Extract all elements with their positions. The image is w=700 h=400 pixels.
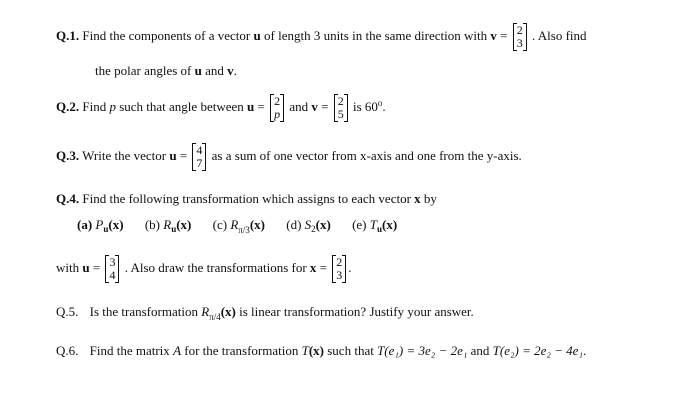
q1-text-a: Find the components of a vector xyxy=(82,27,251,43)
question-4-items xyxy=(77,218,397,235)
q1-text-c: . Also find xyxy=(531,27,587,43)
q4-item-d-sub: 2 xyxy=(311,224,316,234)
q2-u-bot: p xyxy=(274,107,281,121)
question-6 xyxy=(56,344,586,357)
q4-text-b: by xyxy=(423,191,437,206)
q4-item-a-fn: P xyxy=(95,217,104,232)
q3-eq: = xyxy=(179,147,188,163)
q4-item-b-fn: R xyxy=(163,217,172,232)
q4-vec-x: x xyxy=(414,191,421,206)
q6-text-b: for the transformation xyxy=(184,343,299,358)
q3-u-bot: 7 xyxy=(196,156,203,170)
q6-T: T xyxy=(301,343,309,358)
q6-eq1: T(e₁) = 3e₂ − 2e₁ xyxy=(377,343,468,358)
q4-item-e-arg: (x) xyxy=(382,217,398,232)
q4-u-matrix xyxy=(105,255,119,283)
q4-x-top: 2 xyxy=(336,255,343,269)
q2-text-a: Find xyxy=(82,98,107,114)
q6-arg: (x) xyxy=(308,343,324,358)
q1-eq: = xyxy=(500,27,508,43)
q4-item-d-label: (d) xyxy=(286,217,302,232)
q4-item-a xyxy=(77,217,127,232)
q1-v-bot: 3 xyxy=(516,36,523,50)
q1-v-top: 2 xyxy=(516,23,523,37)
q4-vec-u: u xyxy=(82,259,90,275)
q4-x-matrix xyxy=(332,255,346,283)
q4-item-d-fn: S xyxy=(304,217,312,232)
q2-eq: = xyxy=(257,98,265,114)
q5-sub: π/4 xyxy=(209,312,221,322)
q1-line2-a: the polar angles of xyxy=(95,63,192,78)
q2-dot: . xyxy=(382,98,386,114)
q3-label: Q.3. xyxy=(56,147,80,163)
q2-deg: o xyxy=(377,97,383,108)
q4-item-c-label: (c) xyxy=(212,217,228,232)
q1-line2-v: v xyxy=(227,63,234,78)
q6-and: and xyxy=(470,343,490,358)
q5-text-a: Is the transformation xyxy=(89,304,198,319)
q6-dot: . xyxy=(582,343,587,358)
q6-label: Q.6. xyxy=(56,343,79,358)
q2-label: Q.2. xyxy=(56,98,80,114)
q2-vec-v: v xyxy=(311,98,318,114)
question-4-line-3 xyxy=(56,255,352,283)
q1-v-matrix xyxy=(513,23,527,51)
q4-item-b xyxy=(145,217,195,232)
q4-item-e xyxy=(352,217,397,232)
q4-item-a-label: (a) xyxy=(77,217,93,232)
q5-text-b: is linear transformation? Justify your answer. xyxy=(239,304,474,319)
q4-x-bot: 3 xyxy=(336,268,343,282)
q4-item-b-label: (b) xyxy=(144,217,160,232)
q1-line2-u: u xyxy=(194,63,202,78)
q5-arg: (x) xyxy=(220,304,236,319)
question-1 xyxy=(56,23,587,51)
q4-item-d-arg: (x) xyxy=(315,217,331,232)
q2-v-matrix xyxy=(334,94,348,122)
question-1-line-2 xyxy=(95,64,237,77)
q4-item-c-sub: π/3 xyxy=(238,225,250,235)
question-4 xyxy=(56,192,437,205)
q3-u-matrix xyxy=(192,143,206,171)
q4-item-c-fn: R xyxy=(230,217,239,232)
q2-v-bot: 5 xyxy=(337,107,344,121)
q4-text-a: Find the following transformation which assigns to each vector xyxy=(82,191,411,206)
q4-label: Q.4. xyxy=(56,191,80,206)
q4-item-b-sub: u xyxy=(171,224,177,234)
q4-item-e-label: (e) xyxy=(352,217,367,232)
q6-text-a: Find the matrix xyxy=(89,343,170,358)
q2-u-top: 2 xyxy=(274,94,281,108)
q6-text-c: such that xyxy=(327,343,374,358)
q2-u-matrix xyxy=(270,94,284,122)
q2-text-b: such that angle between xyxy=(119,98,244,114)
q4-vec-x2: x xyxy=(309,259,317,275)
q4-item-e-sub: u xyxy=(377,224,383,234)
q2-var-p: p xyxy=(109,98,116,114)
q4-item-c xyxy=(212,217,269,235)
q2-text-c: is 60 xyxy=(352,98,378,114)
q4-item-c-arg: (x) xyxy=(249,217,265,232)
q2-v-top: 2 xyxy=(337,94,344,108)
q2-eq2: = xyxy=(321,98,329,114)
q3-text-a: Write the vector xyxy=(82,147,167,163)
q4-item-a-arg: (x) xyxy=(108,217,124,232)
q6-var-a: A xyxy=(173,343,182,358)
q4-eq2: = xyxy=(319,259,328,275)
q3-vec-u: u xyxy=(169,147,177,163)
q1-label: Q.1. xyxy=(56,27,80,43)
q1-vec-u: u xyxy=(253,27,261,43)
q3-u-top: 4 xyxy=(196,143,203,157)
question-2 xyxy=(56,94,386,122)
q5-fn: R xyxy=(201,304,210,319)
q2-vec-u: u xyxy=(247,98,255,114)
q1-text-b: of length 3 units in the same direction with xyxy=(264,27,488,43)
q4-eq: = xyxy=(92,259,101,275)
q4-dot: . xyxy=(348,259,352,275)
question-5 xyxy=(56,305,474,322)
q4-u-top: 3 xyxy=(109,255,116,269)
q2-and: and xyxy=(289,98,309,114)
q6-eq2: T(e₂) = 2e₂ − 4e₁ xyxy=(492,343,583,358)
q3-text-b: as a sum of one vector from x-axis and one from the y-axis. xyxy=(211,147,522,163)
q4-item-b-arg: (x) xyxy=(176,217,192,232)
q5-label: Q.5. xyxy=(56,304,79,319)
q1-vec-v: v xyxy=(490,27,497,43)
q4-item-a-sub: u xyxy=(103,224,109,234)
q4-u-bot: 4 xyxy=(109,268,116,282)
q4-with: with xyxy=(56,259,80,275)
question-3 xyxy=(56,143,522,171)
q4-item-d xyxy=(286,217,334,232)
q1-line2-dot: . xyxy=(233,63,237,78)
q1-line2-and: and xyxy=(205,63,224,78)
q4-item-e-fn: T xyxy=(369,217,377,232)
q4-text-c: . Also draw the transformations for xyxy=(124,259,307,275)
